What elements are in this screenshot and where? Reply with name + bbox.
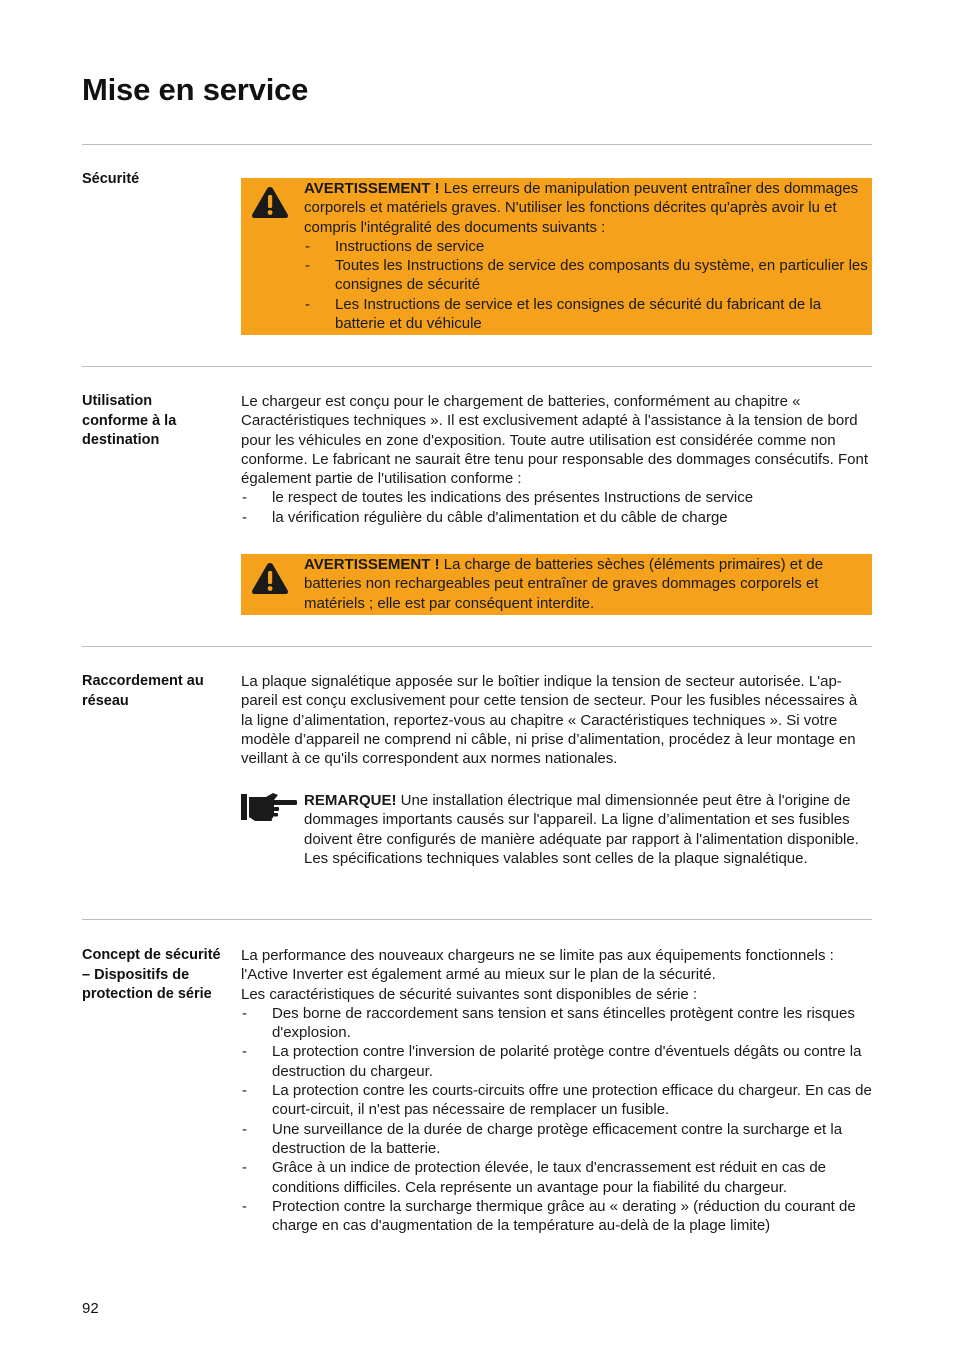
- section-label-raccordement: Raccordement au réseau: [82, 673, 204, 709]
- divider: [82, 646, 872, 647]
- warning-box-utilisation: [241, 554, 872, 615]
- warning-keyword: AVERTISSEMENT !: [304, 556, 440, 573]
- pointing-hand-icon: [241, 789, 297, 821]
- divider: [82, 366, 872, 367]
- list-item: - le respect de toutes les indications des présentes Instructions de service: [241, 488, 872, 507]
- page-title: Mise en service: [82, 72, 309, 107]
- note-keyword: REMARQUE!: [304, 792, 397, 809]
- list-item: - La protection contre les courts-circuits offre une protection efficace du chargeur. En cas de court-circuit, il n'est pas nécessaire de remplacer un fusible.: [241, 1081, 872, 1120]
- divider: [82, 919, 872, 920]
- list-item: - Protection contre la surcharge thermique grâce au « derating » (réduction du courant de charge en cas d'augmentation de la température au-delà de la plage limite): [241, 1197, 872, 1236]
- list-item: - Grâce à un indice de protection élevée, le taux d'encrassement est réduit en cas de conditions difficiles. Cela représente un avantage pour la fiabilité du chargeur.: [241, 1158, 872, 1197]
- paragraph: La performance des nouveaux chargeurs ne se limite pas aux équipements fonctionnels : l'Active Inverter est également armé au mieux sur le plan de la sécurité.: [241, 947, 834, 984]
- bullet-list: [241, 1004, 872, 1236]
- list-item: - la vérification régulière du câble d'alimentation et du câble de charge: [241, 508, 872, 527]
- warning-box-securite: [241, 178, 872, 335]
- paragraph: La plaque signalétique apposée sur le boîtier indique la tension de secteur autorisée. L'appareil est conçu exclusivement pour cette tension de secteur. Pour les fusibles nécessaires à la ligne d’alimentation, reportez-vous au chapitre « Caractéristiques techniques ». Si votre modèle d’appareil ne comprend ni câble, ni prise d’alimentation, procédez à leur montage en veillant à ce qu'ils correspondent aux normes nationales.: [241, 673, 858, 768]
- section-body-raccordement: [241, 672, 872, 768]
- note-box-raccordement: [241, 791, 872, 868]
- warning-text: La charge de batteries sèches (éléments primaires) et de batteries non rechargeables peut entraîner de graves dommages corporels et matériels ; elle est par conséquent interdite.: [304, 556, 824, 612]
- note-text: Une installation électrique mal dimensionnée peut être à l'origine de dommages importants causés sur l'appareil. La ligne d’alimentation et ses fusibles doivent être configurés de manière adéquate par rapport à l'alimentation disponible. Les spécifications techniques valables sont celles de la plaque signalétique.: [304, 792, 859, 867]
- paragraph: Le chargeur est conçu pour le chargement de batteries, conformément au chapitre « Caractéristiques techniques ». Il est exclusivement adapté à l'assistance à la tension de bord pour les véhicules en zone d'exposition. Toute autre utilisation est considérée comme non conforme. Le fabricant ne saurait être tenu pour responsable des dommages consécutifs. Font également partie de l'utilisation conforme :: [241, 393, 869, 488]
- section-body-utilisation: [241, 392, 872, 527]
- section-label-utilisation: Utilisation conforme à la destination: [82, 393, 177, 448]
- list-item: - La protection contre l'inversion de polarité protège contre d'éventuels dégâts ou contre la destruction du chargeur.: [241, 1042, 872, 1081]
- warning-text: Les erreurs de manipulation peuvent entraîner des dommages corporels et matériels graves. N'utiliser les fonctions décrites qu'après avoir lu et compris l'intégralité des documents suivants :: [304, 180, 859, 236]
- section-label-securite: Sécurité: [82, 171, 140, 187]
- section-label-concept: Concept de sécurité – Dispositifs de protection de série: [82, 947, 221, 1002]
- warning-triangle-icon: [250, 560, 290, 596]
- list-item: - Toutes les Instructions de service des composants du système, en particulier les consignes de sécurité: [304, 256, 872, 295]
- warning-keyword: AVERTISSEMENT !: [304, 180, 440, 197]
- bullet-list: [241, 488, 872, 527]
- warning-list: [304, 237, 872, 333]
- list-item: - Les Instructions de service et les consignes de sécurité du fabricant de la batterie et du véhicule: [304, 295, 872, 334]
- paragraph: Les caractéristiques de sécurité suivantes sont disponibles de série :: [241, 985, 698, 1003]
- section-body-concept: [241, 946, 872, 1235]
- list-item: - Une surveillance de la durée de charge protège efficacement contre la surcharge et la destruction de la batterie.: [241, 1120, 872, 1159]
- page-number: 92: [82, 1300, 99, 1317]
- list-item: - Instructions de service: [304, 237, 872, 256]
- warning-triangle-icon: [250, 184, 290, 220]
- divider: [82, 144, 872, 145]
- list-item: - Des borne de raccordement sans tension et sans étincelles protègent contre les risques d'explosion.: [241, 1004, 872, 1043]
